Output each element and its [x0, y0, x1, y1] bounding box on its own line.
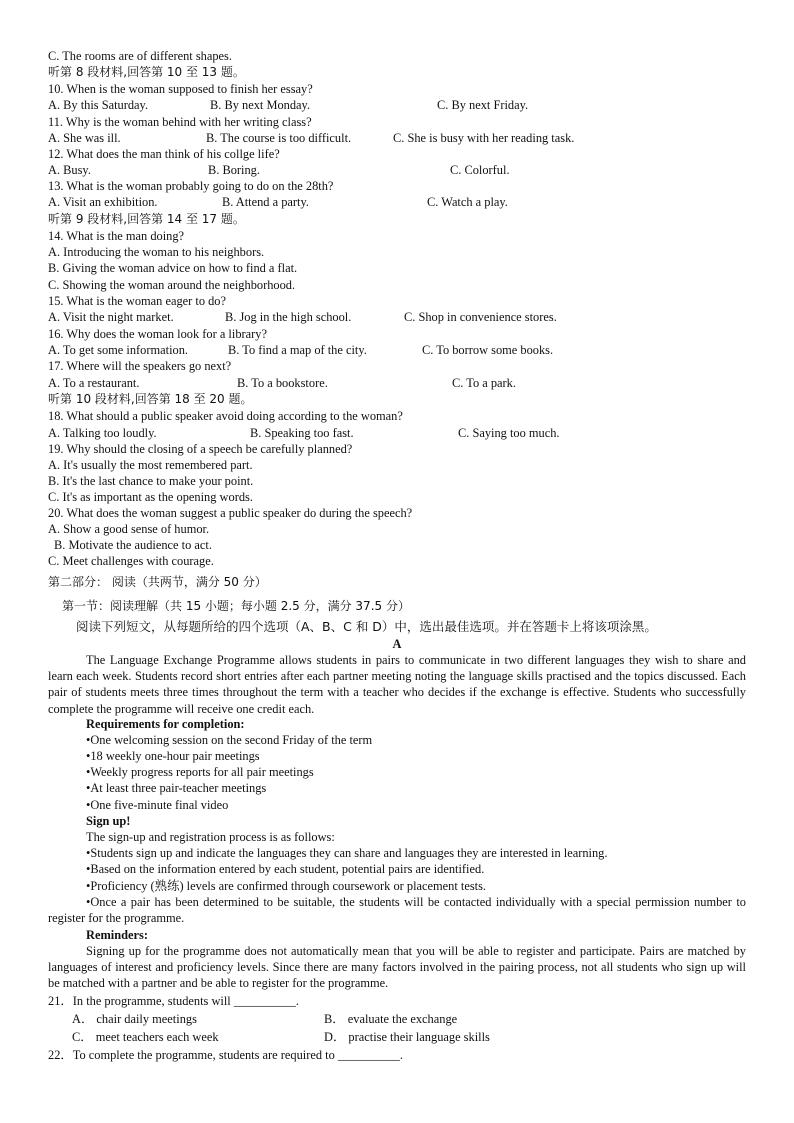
q10-options: [48, 97, 748, 113]
q13-options: [48, 194, 748, 210]
q21-stem: 21．In the programme, students will __________.: [48, 994, 299, 1008]
q18-option-a: A. Talking too loudly.: [48, 426, 157, 440]
q14-stem: 14. What is the man doing?: [48, 229, 185, 243]
requirement-item: •One welcoming session on the second Friday of the term: [86, 733, 373, 747]
q16-option-c: C. To borrow some books.: [422, 343, 554, 357]
q18-option-c: C. Saying too much.: [458, 426, 560, 440]
q19-option-c: C. It's as important as the opening words.: [48, 490, 253, 504]
q13-option-a: A. Visit an exhibition.: [48, 195, 158, 209]
q15-options: [48, 309, 748, 325]
q19-stem: 19. Why should the closing of a speech be carefully planned?: [48, 442, 353, 456]
q11-option-b: B. The course is too difficult.: [206, 131, 352, 145]
q12-option-c: C. Colorful.: [450, 163, 510, 177]
reminders-heading: Reminders:: [86, 928, 148, 942]
requirements-heading: Requirements for completion:: [86, 717, 245, 731]
q14-option-b: B. Giving the woman advice on how to find a flat.: [48, 261, 298, 275]
q9-option-c: C. The rooms are of different shapes.: [48, 49, 232, 63]
q16-option-a: A. To get some information.: [48, 343, 188, 357]
q18-stem: 18. What should a public speaker avoid doing according to the woman?: [48, 409, 403, 423]
q17-option-b: B. To a bookstore.: [237, 376, 328, 390]
q11-options: [48, 130, 748, 146]
requirement-item: •18 weekly one-hour pair meetings: [86, 749, 260, 763]
q16-option-b: B. To find a map of the city.: [228, 343, 367, 357]
q13-option-c: C. Watch a play.: [427, 195, 508, 209]
q12-stem: 12. What does the man think of his collge life?: [48, 147, 280, 161]
q11-option-c: C. She is busy with her reading task.: [393, 131, 575, 145]
q11-option-a: A. She was ill.: [48, 131, 121, 145]
q21-option-b: B． evaluate the exchange: [324, 1012, 458, 1026]
q20-option-c: C. Meet challenges with courage.: [48, 554, 214, 568]
q15-option-b: B. Jog in the high school.: [225, 310, 352, 324]
reading-part-title: 第二部分： 阅读（共两节，满分 50 分）: [48, 575, 267, 589]
q15-option-c: C. Shop in convenience stores.: [404, 310, 557, 324]
signup-last-step: •Once a pair has been determined to be suitable, the students will be contacted individually with a special permission number to register for the programme.: [48, 895, 746, 926]
q14-option-c: C. Showing the woman around the neighborhood.: [48, 278, 296, 292]
reminders-text: Signing up for the programme does not automatically mean that you will be able to register and participate. Pairs are matched by languages of interest and proficiency levels. Since there are many factors involved in the pairing process, not all students who sign up will be matched with a partner and be able to register for the programme.: [48, 944, 746, 991]
q18-options: [48, 425, 748, 441]
q21-options-row1: [72, 1011, 772, 1027]
q15-option-a: A. Visit the night market.: [48, 310, 174, 324]
q20-option-b: B. Motivate the audience to act.: [54, 538, 212, 552]
passage-intro-paragraph: The Language Exchange Programme allows students in pairs to communicate in two different languages they wish to share and learn each week. Students record short entries after each partner meeting noting the language skills practised and the topics discussed. Each pair of students meets three times throughout the term with a teacher who decides if the exchange is effective. Students who successfully complete the programme will receive one credit each.: [48, 653, 746, 716]
section8-intro: 听第 8 段材料,回答第 10 至 13 题。: [48, 65, 245, 79]
q18-option-b: B. Speaking too fast.: [250, 426, 354, 440]
q19-option-a: A. It's usually the most remembered part.: [48, 458, 253, 472]
q12-option-a: A. Busy.: [48, 163, 91, 177]
q10-stem: 10. When is the woman supposed to finish her essay?: [48, 82, 313, 96]
q16-options: [48, 342, 748, 358]
q17-option-c: C. To a park.: [452, 376, 516, 390]
q17-options: [48, 375, 748, 391]
q17-stem: 17. Where will the speakers go next?: [48, 359, 232, 373]
reading-section1-title: 第一节：阅读理解（共 15 小题；每小题 2.5 分，满分 37.5 分）: [62, 599, 410, 613]
q10-option-a: A. By this Saturday.: [48, 98, 149, 112]
q21-option-a: A． chair daily meetings: [72, 1012, 197, 1026]
q22-stem: 22．To complete the programme, students are required to __________.: [48, 1048, 403, 1062]
q12-option-b: B. Boring.: [208, 163, 260, 177]
q15-stem: 15. What is the woman eager to do?: [48, 294, 227, 308]
signup-step: •Students sign up and indicate the languages they can share and languages they are interested in learning.: [86, 846, 608, 860]
q11-stem: 11. Why is the woman behind with her writing class?: [48, 115, 312, 129]
section9-intro: 听第 9 段材料,回答第 14 至 17 题。: [48, 212, 245, 226]
q17-option-a: A. To a restaurant.: [48, 376, 140, 390]
reading-instructions: 阅读下列短文，从每题所给的四个选项（A、B、C 和 D）中，选出最佳选项。并在答题卡上将该项涂黑。: [76, 619, 657, 634]
q10-option-b: B. By next Monday.: [210, 98, 311, 112]
q20-option-a: A. Show a good sense of humor.: [48, 522, 210, 536]
q20-stem: 20. What does the woman suggest a public speaker do during the speech?: [48, 506, 413, 520]
q19-option-b: B. It's the last chance to make your point.: [48, 474, 254, 488]
signup-step: •Proficiency (熟练) levels are confirmed through coursework or placement tests.: [86, 879, 487, 893]
signup-intro: The sign-up and registration process is as follows:: [86, 830, 335, 844]
passage-letter: A: [392, 637, 402, 651]
requirement-item: •At least three pair-teacher meetings: [86, 781, 267, 795]
q13-option-b: B. Attend a party.: [222, 195, 309, 209]
q10-option-c: C. By next Friday.: [437, 98, 529, 112]
q21-options-row2: [72, 1029, 772, 1045]
section10-intro: 听第 10 段材料,回答第 18 至 20 题。: [48, 392, 253, 406]
signup-step: •Based on the information entered by each student, potential pairs are identified.: [86, 862, 485, 876]
q13-stem: 13. What is the woman probably going to do on the 28th?: [48, 179, 334, 193]
signup-heading: Sign up!: [86, 814, 131, 828]
requirement-item: •Weekly progress reports for all pair meetings: [86, 765, 314, 779]
requirement-item: •One five-minute final video: [86, 798, 229, 812]
q12-options: [48, 162, 748, 178]
q16-stem: 16. Why does the woman look for a library?: [48, 327, 267, 341]
q14-option-a: A. Introducing the woman to his neighbors.: [48, 245, 265, 259]
q21-option-d: D． practise their language skills: [324, 1030, 490, 1044]
q21-option-c: C． meet teachers each week: [72, 1030, 219, 1044]
